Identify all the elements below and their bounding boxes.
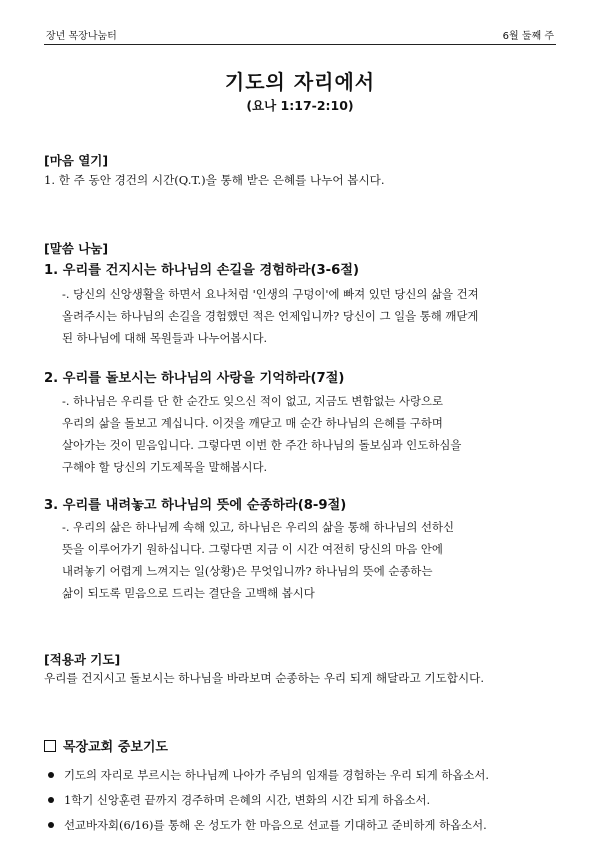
application-text: 우리를 건지시고 돌보시는 하나님을 바라보며 순종하는 우리 되게 해달라고 기도합시다. (44, 671, 485, 685)
page-title: 기도의 자리에서 (224, 70, 376, 94)
question-3-line: 뜻을 이루어가기 원하십니다. 그렇다면 지금 이 시간 여전히 당신의 마음 안에 (62, 542, 443, 556)
question-2-title: 2. 우리를 돌보시는 하나님의 사랑을 기억하라(7절) (44, 371, 345, 386)
intercession-label: 목장교회 중보기도 (63, 740, 168, 755)
bullet-icon (48, 772, 54, 778)
question-3-line: 삶이 되도록 믿음으로 드리는 결단을 고백해 봅시다 (62, 586, 315, 600)
opening-text: 1. 한 주 동안 경건의 시간(Q.T.)을 통해 받은 은혜를 나누어 봅시다. (44, 173, 385, 187)
intercession-heading (44, 736, 168, 755)
question-2-line: -. 하나님은 우리를 단 한 순간도 잊으신 적이 없고, 지금도 변함없는 사랑으로 (62, 394, 444, 408)
bullet-icon (48, 822, 54, 828)
intercession-list (48, 763, 489, 838)
page-header (44, 24, 556, 45)
header-group-name: 장년 목장나눔터 (46, 31, 117, 42)
list-item (48, 813, 489, 838)
intercession-item-text: 1학기 신앙훈련 끝까지 경주하며 은혜의 시간, 변화의 시간 되게 하옵소서. (64, 793, 431, 807)
checkbox-square-icon (44, 740, 56, 752)
question-1-line: 된 하나님에 대해 목원들과 나누어봅시다. (62, 331, 268, 345)
word-sharing-label: [말씀 나눔] (44, 241, 109, 256)
scripture-reference: (요나 1:17-2:10) (246, 98, 354, 113)
question-3-line: -. 우리의 삶은 하나님께 속해 있고, 하나님은 우리의 삶을 통해 하나님의 선하신 (62, 520, 455, 534)
question-3-line: 내려놓기 어렵게 느껴지는 일(상황)은 무엇입니까? 하나님의 뜻에 순종하는 (62, 564, 433, 578)
application-label: [적용과 기도] (44, 652, 121, 667)
list-item (48, 763, 489, 788)
question-1-title: 1. 우리를 건지시는 하나님의 손길을 경험하라(3-6절) (44, 263, 360, 278)
intercession-item-text: 기도의 자리로 부르시는 하나님께 나아가 주님의 임재를 경험하는 우리 되게 하옵소서. (64, 768, 489, 782)
question-3-title: 3. 우리를 내려놓고 하나님의 뜻에 순종하라(8-9절) (44, 498, 347, 513)
question-1-body (62, 283, 562, 349)
bullet-icon (48, 797, 54, 803)
opening-label: [마음 열기] (44, 153, 109, 168)
question-2-line: 우리의 삶을 돌보고 계십니다. 이것을 깨닫고 매 순간 하나님의 은혜를 구하며 (62, 416, 443, 430)
question-2-body (62, 390, 562, 478)
question-1-line: -. 당신의 신앙생활을 하면서 요나처럼 '인생의 구덩이'에 빠져 있던 당신의 삶을 건져 (62, 287, 479, 301)
question-2-line: 구해야 할 당신의 기도제목을 말해봅시다. (62, 460, 268, 474)
question-2-line: 살아가는 것이 믿음입니다. 그렇다면 이번 한 주간 하나님의 돌보심과 인도하심을 (62, 438, 462, 452)
list-item (48, 788, 489, 813)
intercession-item-text: 선교바자회(6/16)를 통해 온 성도가 한 마음으로 선교를 기대하고 준비하게 하옵소서. (64, 818, 487, 832)
header-week: 6월 둘째 주 (502, 31, 554, 42)
question-1-line: 올려주시는 하나님의 손길을 경험했던 적은 언제입니까? 당신이 그 일을 통해 깨닫게 (62, 309, 479, 323)
question-3-body (62, 516, 562, 604)
